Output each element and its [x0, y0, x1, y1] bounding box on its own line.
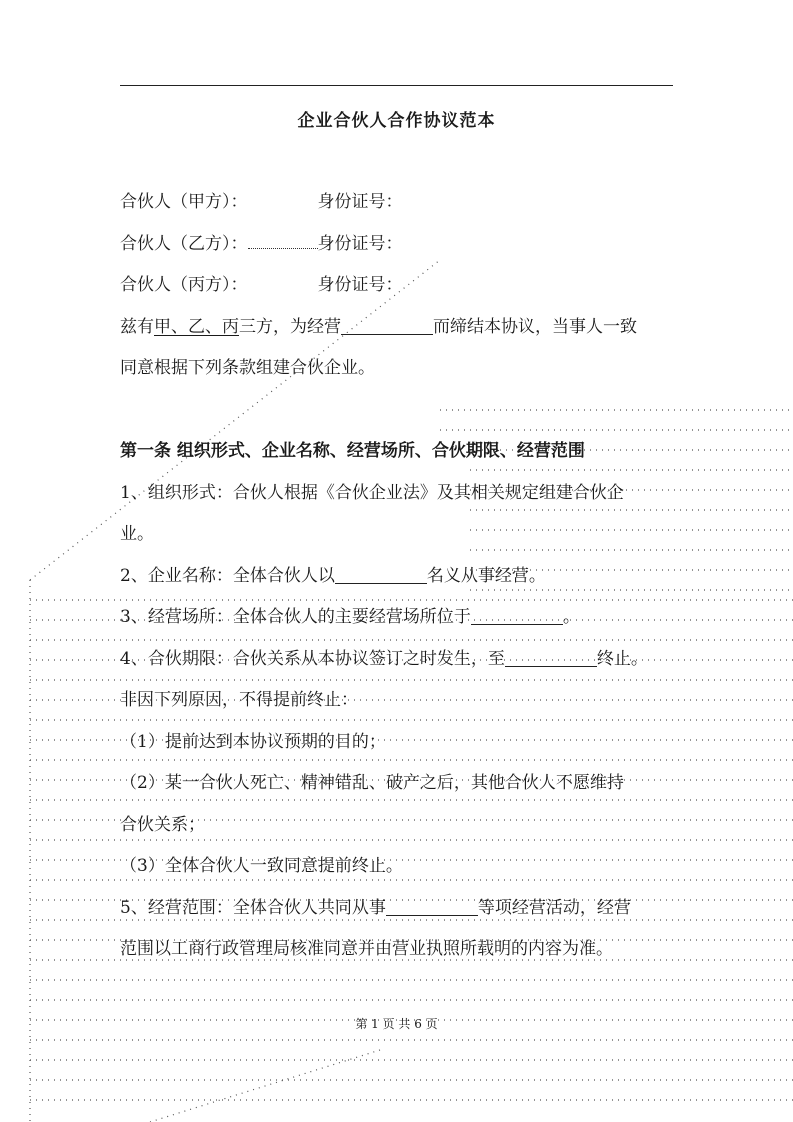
- item-5-prefix: 5、经营范围：全体合伙人共同从事: [120, 898, 386, 918]
- intro-paragraph-line-2: 同意根据下列条款组建合伙企业。: [120, 358, 375, 378]
- page-footer: 第 1 页 共 6 页: [355, 1017, 438, 1031]
- term-blank[interactable]: [505, 649, 597, 667]
- party-a-id-label: 身份证号：: [317, 192, 403, 212]
- party-b-id-label: 身份证号：: [317, 234, 403, 254]
- sub-clause-1: （1）提前达到本协议预期的目的；: [120, 732, 386, 752]
- item-5-line: [120, 897, 680, 919]
- scope-blank[interactable]: [386, 898, 478, 916]
- sub-clause-2-line-b: 合伙关系；: [120, 815, 205, 835]
- document-title: 企业合伙人合作协议范本: [297, 111, 496, 131]
- party-b-line: [120, 233, 680, 255]
- party-a-line: [120, 191, 680, 213]
- item-2-prefix: 2、企业名称：全体合伙人以: [120, 566, 335, 586]
- item-1-line-a: 1、组织形式：合伙人根据《合伙企业法》及其相关规定组建合伙企: [120, 483, 624, 503]
- item-2-suffix: 名义从事经营。: [426, 566, 546, 586]
- company-name-blank[interactable]: [335, 566, 427, 584]
- item-4-suffix: 终止。: [596, 649, 648, 669]
- item-5-suffix: 等项经营活动，经营: [477, 898, 631, 918]
- item-2-line: [120, 565, 680, 587]
- item-3-suffix: 。: [562, 607, 580, 627]
- intro-prefix: 兹有: [120, 317, 154, 337]
- sub-clause-2-line-a: （2）某一合伙人死亡、精神错乱、破产之后，其他合伙人不愿维持: [120, 773, 624, 793]
- party-c-label: 合伙人（丙方）：: [120, 275, 248, 295]
- business-blank[interactable]: [341, 317, 433, 335]
- intro-paragraph-line-1: [120, 316, 680, 338]
- item-4-line: [120, 648, 680, 670]
- intro-mid: 三方，为经营: [239, 317, 341, 337]
- intro-suffix: 而缔结本协议，当事人一致: [433, 317, 637, 337]
- location-blank[interactable]: [471, 607, 563, 625]
- item-5-line-b: 范围以工商行政管理局核准同意并由营业执照所载明的内容为准。: [120, 939, 613, 959]
- intro-parties: 甲、乙、丙: [154, 317, 239, 337]
- party-a-label: 合伙人（甲方）：: [120, 192, 248, 212]
- item-4-prefix: 4、合伙期限：合伙关系从本协议签订之时发生，至: [120, 649, 505, 669]
- party-c-id-label: 身份证号：: [317, 275, 403, 295]
- item-3-prefix: 3、经营场所：全体合伙人的主要经营场所位于: [120, 607, 471, 627]
- header-rule: [120, 85, 673, 86]
- item-4-line-b: 非因下列原因，不得提前终止：: [120, 690, 358, 710]
- party-b-label: 合伙人（乙方）：: [120, 234, 248, 254]
- article-1-heading: 第一条 组织形式、企业名称、经营场所、合伙期限、经营范围: [120, 441, 585, 461]
- item-1-line-b: 业。: [120, 524, 154, 544]
- sub-clause-3: （3）全体合伙人一致同意提前终止。: [120, 856, 403, 876]
- party-c-line: [120, 274, 680, 296]
- item-3-line: [120, 606, 680, 628]
